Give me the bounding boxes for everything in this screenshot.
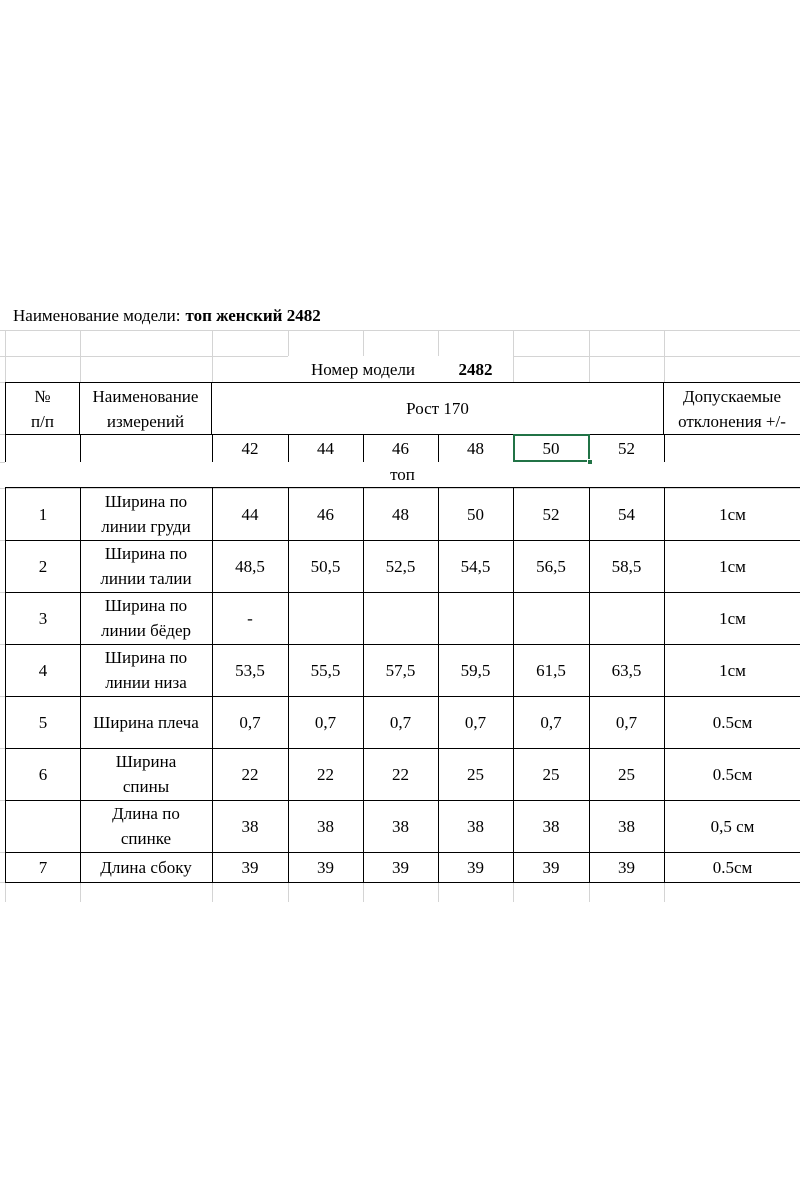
measurement-name[interactable]	[80, 852, 213, 883]
tolerance-value[interactable]: 1см	[664, 592, 800, 645]
active-cell-selection[interactable]	[513, 434, 590, 462]
measurement-value[interactable]: 48	[363, 488, 439, 541]
measurement-value[interactable]	[513, 592, 590, 645]
measurement-name-line: Длина по	[112, 804, 180, 823]
measurement-value[interactable]: 52	[513, 488, 590, 541]
measurement-value[interactable]: 38	[212, 800, 289, 853]
header-measurement-name-line: Наименование	[92, 386, 199, 406]
measurement-value[interactable]: 61,5	[513, 644, 590, 697]
measurement-value[interactable]: 0,7	[589, 696, 665, 749]
measurement-value[interactable]: 39	[513, 852, 590, 883]
measurement-value[interactable]: 38	[363, 800, 439, 853]
measurement-value[interactable]: 58,5	[589, 540, 665, 593]
measurement-value[interactable]: 50	[438, 488, 514, 541]
size-row-name-cell[interactable]	[80, 434, 213, 463]
measurement-value[interactable]: 38	[589, 800, 665, 853]
measurement-name-line: Ширина по	[104, 596, 188, 615]
header-measurement-name[interactable]	[80, 382, 212, 434]
measurement-value[interactable]: 39	[212, 852, 289, 883]
header-number[interactable]	[5, 382, 80, 434]
measurement-name-line: Длина сбоку	[100, 857, 192, 877]
size-row-number-cell[interactable]	[5, 434, 81, 463]
measurement-value[interactable]: 0,7	[438, 696, 514, 749]
measurement-value[interactable]: 0,7	[212, 696, 289, 749]
header-tolerance-line: Допускаемые	[682, 386, 782, 406]
header-number-line: №	[34, 386, 51, 406]
size-row-tolerance-cell[interactable]	[664, 434, 800, 463]
measurement-value[interactable]: 38	[288, 800, 364, 853]
measurement-value[interactable]: 52,5	[363, 540, 439, 593]
tolerance-value[interactable]: 1см	[664, 644, 800, 697]
size-44[interactable]: 44	[288, 434, 364, 463]
row-number[interactable]: 1	[5, 488, 81, 541]
measurement-value[interactable]: 25	[438, 748, 514, 801]
fill-handle[interactable]	[587, 459, 593, 465]
size-48[interactable]: 48	[438, 434, 514, 463]
model-title-label: Наименование модели:	[13, 305, 181, 325]
measurement-name-line: линии бёдер	[100, 621, 191, 640]
size-52[interactable]: 52	[589, 434, 665, 463]
measurement-value[interactable]	[438, 592, 514, 645]
model-title-value: топ женский 2482	[185, 305, 321, 325]
size-46[interactable]: 46	[363, 434, 439, 463]
measurement-value[interactable]: 39	[363, 852, 439, 883]
row-number[interactable]: 6	[5, 748, 81, 801]
measurement-value[interactable]: 22	[212, 748, 289, 801]
measurement-name-line: линии низа	[105, 673, 187, 692]
size-50[interactable]: 50	[513, 434, 590, 463]
row-number[interactable]: 5	[5, 696, 81, 749]
measurement-name[interactable]	[80, 540, 213, 593]
model-number-value[interactable]: 2482	[438, 356, 513, 382]
measurement-value[interactable]: 39	[438, 852, 514, 883]
header-measurement-name-line: измерений	[106, 411, 185, 431]
measurement-name-line: линии груди	[101, 517, 191, 536]
measurement-name-line: Ширина	[115, 752, 177, 771]
measurement-value[interactable]: 56,5	[513, 540, 590, 593]
measurement-name[interactable]	[80, 748, 213, 801]
measurement-value[interactable]: 39	[589, 852, 665, 883]
measurement-name[interactable]	[80, 644, 213, 697]
measurement-value[interactable]: 57,5	[363, 644, 439, 697]
grid-row-line	[0, 330, 800, 331]
measurement-name-line: Ширина по	[104, 544, 188, 563]
measurement-value[interactable]: 25	[589, 748, 665, 801]
section-label[interactable]: топ	[5, 462, 800, 488]
measurement-name-line: Ширина по	[104, 492, 188, 511]
row-number[interactable]: 2	[5, 540, 81, 593]
measurement-name-line: Ширина плеча	[93, 712, 199, 732]
measurement-value[interactable]: 54	[589, 488, 665, 541]
measurement-value[interactable]: 0,7	[288, 696, 364, 749]
measurement-value[interactable]	[589, 592, 665, 645]
measurement-value[interactable]: 48,5	[212, 540, 289, 593]
tolerance-value[interactable]: 0,5 см	[664, 800, 800, 853]
row-number[interactable]	[5, 800, 81, 853]
spreadsheet	[0, 300, 800, 902]
model-number-label[interactable]: Номер модели	[288, 356, 438, 382]
measurement-value[interactable]: 39	[288, 852, 364, 883]
measurement-value[interactable]: 55,5	[288, 644, 364, 697]
measurement-value[interactable]	[288, 592, 364, 645]
tolerance-value[interactable]: 1см	[664, 540, 800, 593]
measurement-value[interactable]: 22	[363, 748, 439, 801]
measurement-value[interactable]	[363, 592, 439, 645]
measurement-name[interactable]	[80, 800, 213, 853]
measurement-value[interactable]: 38	[513, 800, 590, 853]
measurement-value[interactable]: 25	[513, 748, 590, 801]
measurement-value[interactable]: 38	[438, 800, 514, 853]
tolerance-value[interactable]: 1см	[664, 488, 800, 541]
measurement-name[interactable]	[80, 488, 213, 541]
measurement-value[interactable]: 0,7	[513, 696, 590, 749]
measurement-name-line: линии талии	[100, 569, 192, 588]
measurement-value[interactable]: 53,5	[212, 644, 289, 697]
row-number[interactable]: 3	[5, 592, 81, 645]
measurement-value[interactable]: 59,5	[438, 644, 514, 697]
measurement-name-line: спинке	[120, 829, 172, 848]
measurement-value[interactable]: 0,7	[363, 696, 439, 749]
tolerance-value[interactable]: 0.5см	[664, 748, 800, 801]
measurement-value[interactable]: 54,5	[438, 540, 514, 593]
measurement-value[interactable]: 22	[288, 748, 364, 801]
tolerance-value[interactable]: 0.5см	[664, 696, 800, 749]
measurement-name-line: спины	[122, 777, 170, 796]
header-height[interactable]: Рост 170	[212, 382, 664, 434]
measurement-value[interactable]: 50,5	[288, 540, 364, 593]
model-title-cell[interactable]	[5, 300, 800, 330]
measurement-value[interactable]: 44	[212, 488, 289, 541]
size-42[interactable]: 42	[212, 434, 289, 463]
measurement-value[interactable]: -	[212, 592, 289, 645]
measurement-name[interactable]	[80, 592, 213, 645]
measurement-name-line: Ширина по	[104, 648, 188, 667]
tolerance-value[interactable]: 0.5см	[664, 852, 800, 883]
measurement-value[interactable]: 46	[288, 488, 364, 541]
header-tolerance-line: отклонения +/-	[678, 411, 786, 431]
header-number-line: п/п	[31, 411, 54, 431]
header-tolerance[interactable]	[664, 382, 800, 434]
row-number[interactable]: 4	[5, 644, 81, 697]
row-number[interactable]: 7	[5, 852, 81, 883]
measurement-name[interactable]	[80, 696, 213, 749]
measurement-value[interactable]: 63,5	[589, 644, 665, 697]
